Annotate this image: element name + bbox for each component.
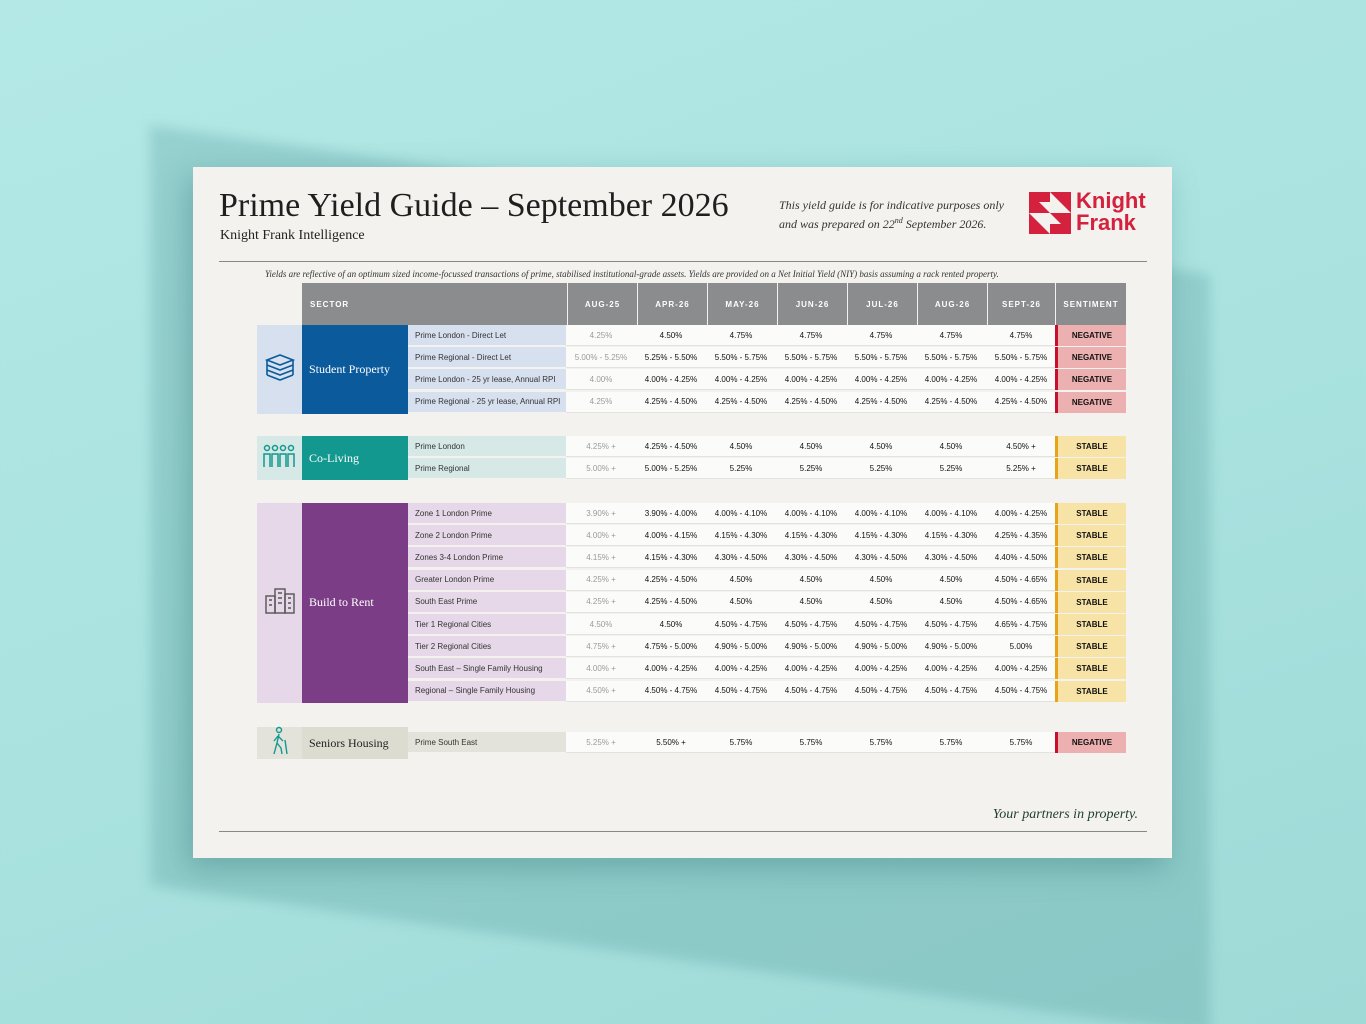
yield-value: 5.75% [706, 732, 776, 753]
yield-value: 4.75% [776, 325, 846, 346]
yield-value: 4.15% - 4.30% [636, 547, 706, 568]
yield-value: 4.90% - 5.00% [776, 636, 846, 657]
yield-aug-25: 5.00% + [566, 458, 636, 479]
table-row [408, 658, 1126, 680]
table-row [408, 525, 1126, 547]
yield-value: 4.00% - 4.25% [986, 503, 1056, 524]
yield-value: 4.75% [846, 325, 916, 346]
subsector-name: Regional – Single Family Housing [408, 681, 566, 702]
yield-value: 4.25% - 4.50% [636, 570, 706, 591]
subsector-name: Zones 3-4 London Prime [408, 547, 566, 568]
yield-value: 4.25% - 4.50% [636, 392, 706, 413]
subsector-name: Prime London [408, 436, 566, 457]
yield-value: 4.00% - 4.10% [776, 503, 846, 524]
table-row [408, 732, 1126, 754]
subsector-name: Tier 2 Regional Cities [408, 636, 566, 657]
yield-aug-25: 5.25% + [566, 732, 636, 753]
sentiment-badge: STABLE [1055, 592, 1126, 613]
yield-value: 4.25% - 4.50% [636, 436, 706, 457]
sector-icon-cell [257, 436, 302, 480]
yield-value: 5.00% - 5.25% [636, 458, 706, 479]
yield-value: 4.50% + [986, 436, 1056, 457]
yield-value: 4.30% - 4.50% [706, 547, 776, 568]
sector-label: Co-Living [302, 436, 408, 480]
table-row [408, 458, 1126, 480]
yield-aug-25: 4.75% + [566, 636, 636, 657]
yield-value: 4.00% - 4.10% [846, 503, 916, 524]
yield-value: 5.00% [986, 636, 1056, 657]
table-row [408, 636, 1126, 658]
yield-value: 4.00% - 4.25% [706, 369, 776, 390]
yield-value: 4.50% - 4.75% [846, 614, 916, 635]
knight-frank-logo-icon [1029, 192, 1071, 234]
yield-value: 5.50% - 5.75% [846, 347, 916, 368]
yield-value: 4.75% [916, 325, 986, 346]
yield-value: 4.40% - 4.50% [986, 547, 1056, 568]
sentiment-badge: NEGATIVE [1055, 392, 1126, 413]
yield-value: 4.30% - 4.50% [776, 547, 846, 568]
sentiment-badge: NEGATIVE [1055, 325, 1126, 346]
yield-value: 4.00% - 4.25% [916, 369, 986, 390]
yield-value: 4.15% - 4.30% [706, 525, 776, 546]
disclaimer-date-rest: September 2026. [902, 217, 987, 231]
page-subtitle: Knight Frank Intelligence [220, 228, 365, 243]
yield-value: 4.00% - 4.25% [776, 658, 846, 679]
yield-value: 4.50% - 4.75% [706, 681, 776, 702]
table-row [408, 503, 1126, 525]
yield-value: 5.25% [916, 458, 986, 479]
yield-aug-25: 4.00% + [566, 658, 636, 679]
yield-value: 5.75% [916, 732, 986, 753]
yield-value: 4.50% - 4.75% [776, 681, 846, 702]
subsector-name: South East Prime [408, 592, 566, 613]
yield-value: 4.00% - 4.10% [706, 503, 776, 524]
subsector-name: Prime Regional - Direct Let [408, 347, 566, 368]
yield-value: 4.50% [846, 592, 916, 613]
yield-value: 4.50% [846, 436, 916, 457]
yield-aug-25: 4.15% + [566, 547, 636, 568]
yield-value: 5.50% - 5.75% [986, 347, 1056, 368]
methodology-note: Yields are reflective of an optimum sized income-focussed transactions of prime, stabilised institutional-grade assets. Yields are provided on a Net Initial Yield (NIY) basis assuming a rack rented property. [265, 269, 999, 279]
yield-value: 4.90% - 5.00% [846, 636, 916, 657]
logo-wordmark [1076, 190, 1146, 234]
yield-value: 4.00% - 4.25% [706, 658, 776, 679]
yield-value: 5.25% + [986, 458, 1056, 479]
yield-value: 4.25% - 4.35% [986, 525, 1056, 546]
yield-value: 5.50% - 5.75% [776, 347, 846, 368]
sector-icon-cell [257, 503, 302, 703]
table-row [408, 392, 1126, 414]
table-row [408, 325, 1126, 347]
table-row [408, 570, 1126, 592]
yield-value: 3.90% - 4.00% [636, 503, 706, 524]
sentiment-badge: STABLE [1055, 436, 1126, 457]
yield-value: 4.50% [776, 570, 846, 591]
yield-value: 4.50% [846, 570, 916, 591]
yield-value: 4.25% - 4.50% [986, 392, 1056, 413]
tagline: Your partners in property. [992, 807, 1138, 822]
yield-value: 5.50% - 5.75% [916, 347, 986, 368]
yield-aug-25: 4.25% [566, 325, 636, 346]
yield-aug-25: 4.25% + [566, 592, 636, 613]
table-row [408, 436, 1126, 458]
bottom-divider [219, 831, 1147, 832]
sector-label: Seniors Housing [302, 727, 408, 759]
yield-value: 4.00% - 4.25% [636, 658, 706, 679]
column-header: JUN-26 [777, 283, 847, 325]
walking-person-icon [268, 726, 292, 761]
yield-value: 4.00% - 4.25% [916, 658, 986, 679]
yield-value: 5.75% [776, 732, 846, 753]
column-header: SENTIMENT [1055, 283, 1126, 325]
yield-value: 4.50% [706, 592, 776, 613]
sentiment-badge: STABLE [1055, 636, 1126, 657]
sentiment-badge: STABLE [1055, 570, 1126, 591]
subsector-name: Prime Regional [408, 458, 566, 479]
subsector-name: Tier 1 Regional Cities [408, 614, 566, 635]
sentiment-badge: STABLE [1055, 547, 1126, 568]
yield-aug-25: 5.00% - 5.25% [566, 347, 636, 368]
yield-value: 5.50% - 5.75% [706, 347, 776, 368]
sector-icon-cell [257, 727, 302, 759]
yield-value: 4.50% - 4.65% [986, 570, 1056, 591]
column-header: APR-26 [637, 283, 707, 325]
sentiment-badge: STABLE [1055, 681, 1126, 702]
yield-value: 4.00% - 4.25% [776, 369, 846, 390]
yield-value: 4.50% [776, 592, 846, 613]
sector-icon-cell [257, 325, 302, 414]
yield-value: 4.00% - 4.15% [636, 525, 706, 546]
yield-value: 4.15% - 4.30% [776, 525, 846, 546]
column-header: AUG-25 [567, 283, 637, 325]
column-header: MAY-26 [707, 283, 777, 325]
yield-value: 4.50% - 4.75% [776, 614, 846, 635]
yield-value: 4.90% - 5.00% [706, 636, 776, 657]
subsector-name: Prime South East [408, 732, 566, 753]
logo-line-2: Frank [1076, 210, 1136, 235]
people-group-icon [262, 443, 298, 474]
yield-value: 4.65% - 4.75% [986, 614, 1056, 635]
yield-value: 4.50% [776, 436, 846, 457]
yield-value: 5.75% [986, 732, 1056, 753]
yield-value: 4.50% [916, 592, 986, 613]
sector-label: Student Property [302, 325, 408, 414]
yield-value: 4.50% [916, 570, 986, 591]
yield-value: 4.00% - 4.25% [986, 658, 1056, 679]
disclaimer-line-2 [779, 213, 1029, 232]
yield-value: 4.50% [636, 325, 706, 346]
yield-value: 5.50% + [636, 732, 706, 753]
yield-value: 4.75% [706, 325, 776, 346]
yield-value: 4.50% - 4.75% [636, 681, 706, 702]
yield-value: 4.25% - 4.50% [706, 392, 776, 413]
disclaimer-date-prefix: and was prepared on 22 [779, 217, 895, 231]
sentiment-badge: STABLE [1055, 458, 1126, 479]
table-row [408, 347, 1126, 369]
subsector-name: South East – Single Family Housing [408, 658, 566, 679]
logo-line-1: Knight [1076, 188, 1146, 213]
yield-value: 5.25% [706, 458, 776, 479]
yield-value: 4.50% - 4.75% [986, 681, 1056, 702]
yield-aug-25: 4.50% + [566, 681, 636, 702]
yield-aug-25: 4.00% [566, 369, 636, 390]
yield-value: 4.75% - 5.00% [636, 636, 706, 657]
column-header: SEPT-26 [987, 283, 1055, 325]
yield-value: 4.15% - 4.30% [916, 525, 986, 546]
table-row [408, 547, 1126, 569]
yield-value: 4.50% - 4.75% [846, 681, 916, 702]
yield-guide-sheet [193, 167, 1172, 858]
sentiment-badge: NEGATIVE [1055, 347, 1126, 368]
books-icon [263, 350, 297, 389]
yield-value: 4.50% [706, 436, 776, 457]
yield-aug-25: 4.25% [566, 392, 636, 413]
yield-value: 4.50% - 4.65% [986, 592, 1056, 613]
sentiment-badge: NEGATIVE [1055, 369, 1126, 390]
yield-aug-25: 4.00% + [566, 525, 636, 546]
yield-value: 4.30% - 4.50% [916, 547, 986, 568]
yield-value: 4.00% - 4.25% [636, 369, 706, 390]
yield-aug-25: 3.90% + [566, 503, 636, 524]
buildings-icon [264, 586, 296, 619]
yield-value: 4.00% - 4.25% [846, 369, 916, 390]
yield-value: 4.25% - 4.50% [636, 592, 706, 613]
top-divider [219, 261, 1147, 262]
yield-aug-25: 4.25% + [566, 436, 636, 457]
table-row [408, 614, 1126, 636]
subsector-name: Zone 1 London Prime [408, 503, 566, 524]
column-header: SECTOR [302, 283, 567, 325]
yield-value: 4.00% - 4.10% [916, 503, 986, 524]
table-row [408, 369, 1126, 391]
subsector-name: Prime London - 25 yr lease, Annual RPI [408, 369, 566, 390]
yield-value: 4.30% - 4.50% [846, 547, 916, 568]
subsector-name: Greater London Prime [408, 570, 566, 591]
yield-value: 5.25% - 5.50% [636, 347, 706, 368]
subsector-name: Prime London - Direct Let [408, 325, 566, 346]
yield-value: 4.75% [986, 325, 1056, 346]
yield-value: 5.25% [846, 458, 916, 479]
sentiment-badge: STABLE [1055, 525, 1126, 546]
subsector-name: Zone 2 London Prime [408, 525, 566, 546]
yield-value: 4.00% - 4.25% [986, 369, 1056, 390]
yield-value: 4.00% - 4.25% [846, 658, 916, 679]
yield-value: 4.25% - 4.50% [916, 392, 986, 413]
yield-value: 4.50% [916, 436, 986, 457]
yield-value: 5.75% [846, 732, 916, 753]
table-row [408, 681, 1126, 703]
yield-value: 4.50% - 4.75% [706, 614, 776, 635]
yield-value: 4.50% - 4.75% [916, 681, 986, 702]
yield-value: 4.50% [706, 570, 776, 591]
sector-label: Build to Rent [302, 503, 408, 703]
yield-value: 4.25% - 4.50% [776, 392, 846, 413]
yield-aug-25: 4.50% [566, 614, 636, 635]
table-row [408, 592, 1126, 614]
yield-aug-25: 4.25% + [566, 570, 636, 591]
yield-value: 4.25% - 4.50% [846, 392, 916, 413]
subsector-name: Prime Regional - 25 yr lease, Annual RPI [408, 392, 566, 413]
column-header: AUG-26 [917, 283, 987, 325]
yield-value: 4.50% - 4.75% [916, 614, 986, 635]
yield-value: 5.25% [776, 458, 846, 479]
disclaimer-line-1: This yield guide is for indicative purposes only [779, 198, 1004, 212]
sentiment-badge: STABLE [1055, 503, 1126, 524]
sentiment-badge: NEGATIVE [1055, 732, 1126, 753]
yield-value: 4.15% - 4.30% [846, 525, 916, 546]
sentiment-badge: STABLE [1055, 614, 1126, 635]
column-header: JUL-26 [847, 283, 917, 325]
yield-value: 4.50% [636, 614, 706, 635]
disclaimer [779, 197, 1029, 232]
page-title: Prime Yield Guide – September 2026 [219, 187, 729, 224]
yield-value: 4.90% - 5.00% [916, 636, 986, 657]
sentiment-badge: STABLE [1055, 658, 1126, 679]
disclaimer-date-suffix: nd [894, 216, 903, 225]
